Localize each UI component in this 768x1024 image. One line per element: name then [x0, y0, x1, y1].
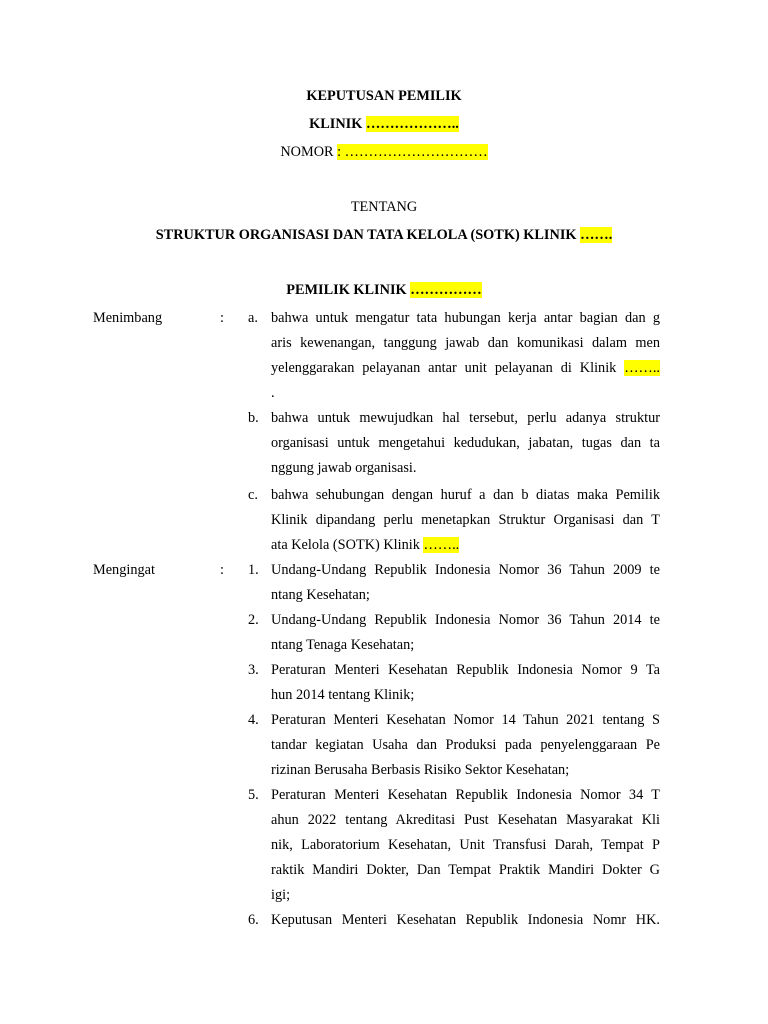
menimbang-a-line-4: .	[271, 385, 275, 401]
menimbang-b-line-1: bahwa untuk mewujudkan hal tersebut, perlu adanya struktur	[271, 410, 660, 426]
menimbang-a-line-2: aris kewenangan, tanggung jawab dan komunikasi dalam men	[271, 335, 660, 351]
subject-blank: …….	[580, 227, 613, 243]
clinic-label: KLINIK	[309, 116, 363, 132]
nomor-line	[0, 143, 768, 161]
menimbang-a-line-3-text: yelenggarakan pelayanan antar unit pelayanan di Klinik	[271, 360, 617, 376]
mengingat-4-line-2: tandar kegiatan Usaha dan Produksi pada penyelenggaraan Pe	[271, 737, 660, 753]
mengingat-3-line-1: Peraturan Menteri Kesehatan Republik Indonesia Nomor 9 Ta	[271, 662, 660, 678]
menimbang-a-blank: ……..	[624, 360, 660, 376]
menimbang-c-line-3	[271, 536, 660, 554]
menimbang-c-line-2: Klinik dipandang perlu menetapkan Struktur Organisasi dan T	[271, 512, 660, 528]
issuer-label: PEMILIK KLINIK	[286, 282, 407, 298]
mengingat-5-line-5: igi;	[271, 887, 291, 903]
mengingat-4-line-1: Peraturan Menteri Kesehatan Nomor 14 Tahun 2021 tentang S	[271, 712, 660, 728]
mengingat-2-line-2: ntang Tenaga Kesehatan;	[271, 637, 415, 653]
menimbang-marker-a: a.	[248, 310, 258, 326]
menimbang-marker-b: b.	[248, 410, 259, 426]
menimbang-label: Menimbang	[93, 310, 163, 326]
decree-title	[0, 87, 768, 105]
title-line-1: KEPUTUSAN PEMILIK	[306, 88, 462, 104]
mengingat-6-line-1: Keputusan Menteri Kesehatan Republik Indonesia Nomr HK.	[271, 912, 660, 928]
mengingat-1-line-2: ntang Kesehatan;	[271, 587, 370, 603]
mengingat-5-line-3: nik, Laboratorium Kesehatan, Unit Transfusi Darah, Tempat P	[271, 837, 660, 853]
mengingat-marker-4: 4.	[248, 712, 259, 728]
tentang-label: TENTANG	[350, 199, 418, 215]
subject-text: STRUKTUR ORGANISASI DAN TATA KELOLA (SOTK) KLINIK	[155, 227, 577, 243]
menimbang-c-line-3-text: ata Kelola (SOTK) Klinik	[271, 537, 420, 553]
issuer-line	[0, 281, 768, 299]
mengingat-marker-1: 1.	[248, 562, 259, 578]
nomor-blank: : …………………………	[337, 144, 488, 160]
mengingat-label: Mengingat	[93, 562, 155, 578]
mengingat-1-line-1: Undang-Undang Republik Indonesia Nomor 36 Tahun 2009 te	[271, 562, 660, 578]
menimbang-marker-c: c.	[248, 487, 258, 503]
nomor-label: NOMOR	[280, 144, 334, 160]
mengingat-5-line-4: raktik Mandiri Dokter, Dan Tempat Praktik Mandiri Dokter G	[271, 862, 660, 878]
menimbang-colon: :	[220, 310, 224, 326]
clinic-title-line	[0, 115, 768, 133]
clinic-name-blank: ………………..	[365, 116, 459, 132]
menimbang-c-line-1: bahwa sehubungan dengan huruf a dan b diatas maka Pemilik	[271, 487, 660, 503]
mengingat-colon: :	[220, 562, 224, 578]
mengingat-5-line-2: ahun 2022 tentang Akreditasi Pust Kesehatan Masyarakat Kli	[271, 812, 660, 828]
mengingat-5-line-1: Peraturan Menteri Kesehatan Republik Indonesia Nomor 34 T	[271, 787, 660, 803]
menimbang-a-line-1: bahwa untuk mengatur tata hubungan kerja antar bagian dan g	[271, 310, 660, 326]
tentang-heading	[0, 198, 768, 216]
mengingat-marker-2: 2.	[248, 612, 259, 628]
menimbang-b-line-3: nggung jawab organisasi.	[271, 460, 417, 476]
mengingat-3-line-2: hun 2014 tentang Klinik;	[271, 687, 415, 703]
mengingat-2-line-1: Undang-Undang Republik Indonesia Nomor 36 Tahun 2014 te	[271, 612, 660, 628]
menimbang-a-line-3	[271, 359, 660, 377]
menimbang-b-line-2: organisasi untuk mengetahui kedudukan, jabatan, tugas dan ta	[271, 435, 660, 451]
issuer-blank: ……………	[410, 282, 482, 298]
mengingat-marker-6: 6.	[248, 912, 259, 928]
mengingat-4-line-3: rizinan Berusaha Berbasis Risiko Sektor Kesehatan;	[271, 762, 570, 778]
mengingat-marker-3: 3.	[248, 662, 259, 678]
menimbang-c-blank: ……..	[423, 537, 460, 553]
mengingat-marker-5: 5.	[248, 787, 259, 803]
subject-line	[0, 226, 768, 244]
